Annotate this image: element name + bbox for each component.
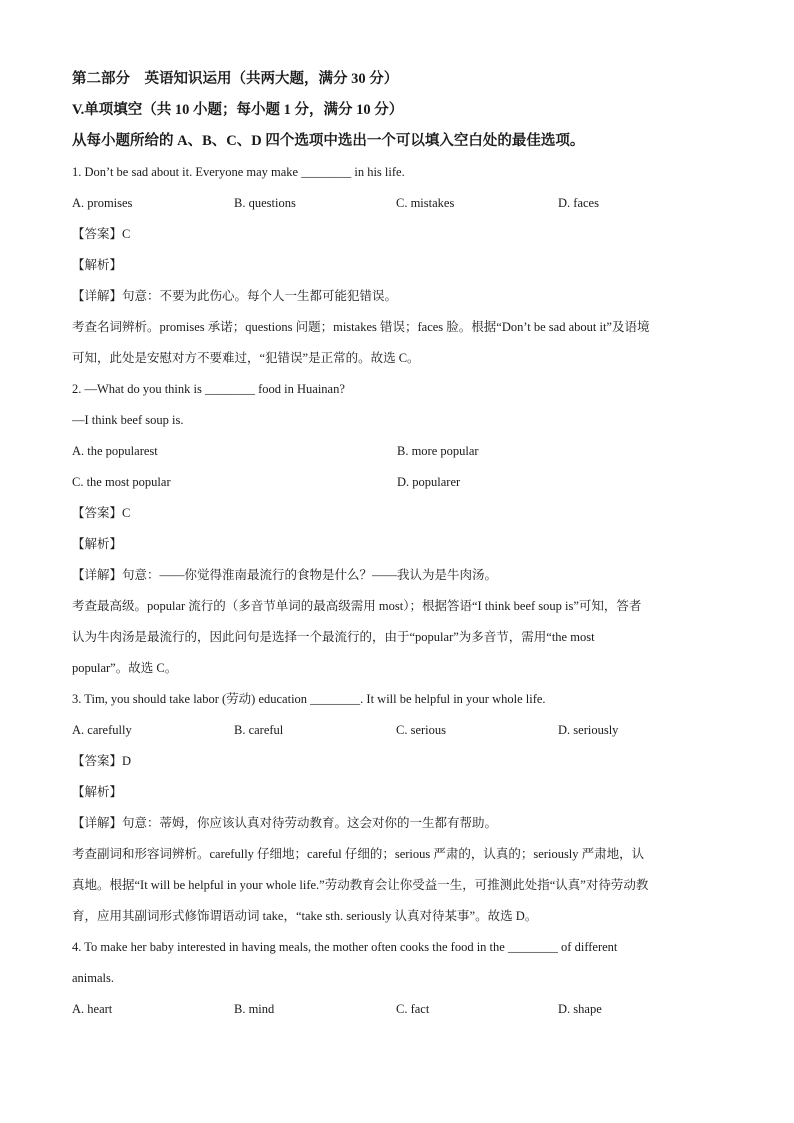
explain-line: 真地。根据“It will be helpful in your whole life.”劳动教育会让你受益一生，可推测此处指“认真”对待劳动教 <box>72 878 649 892</box>
option-d: D. shape <box>558 1002 602 1016</box>
part-title: 第二部分 英语知识运用（共两大题，满分 30 分） <box>72 71 399 87</box>
explain-line: 育，应用其副词形式修饰谓语动词 take，“take sth. seriously 认真对待某事”。故选 D。 <box>72 909 538 923</box>
option-b: B. more popular <box>397 444 479 458</box>
option-d: D. faces <box>558 196 599 210</box>
explain-line: 【详解】句意：不要为此伤心。每个人一生都可能犯错误。 <box>72 289 398 303</box>
question-stem: 1. Don’t be sad about it. Everyone may make ________ in his life. <box>72 165 405 179</box>
explain-line: 可知，此处是安慰对方不要难过，“犯错误”是正常的。故选 C。 <box>72 351 420 365</box>
analysis-label: 【解析】 <box>72 785 123 799</box>
question-3 <box>72 684 722 932</box>
option-c: C. fact <box>396 1002 430 1016</box>
option-a: A. carefully <box>72 723 132 737</box>
explain-line: popular”。故选 C。 <box>72 661 178 675</box>
analysis-label: 【解析】 <box>72 258 123 272</box>
question-4 <box>72 932 722 1025</box>
answer: 【答案】C <box>72 506 131 520</box>
question-stem: 4. To make her baby interested in having meals, the mother often cooks the food in the ________ of different <box>72 940 618 954</box>
analysis-label: 【解析】 <box>72 537 123 551</box>
answer: 【答案】D <box>72 754 132 768</box>
option-c: C. mistakes <box>396 196 455 210</box>
option-c: C. the most popular <box>72 475 171 489</box>
question-stem-reply: —I think beef soup is. <box>72 413 184 427</box>
option-a: A. the popularest <box>72 444 158 458</box>
explain-line: 考查副词和形容词辨析。carefully 仔细地；careful 仔细的；serious 严肃的，认真的；seriously 严肃地，认 <box>72 847 645 861</box>
option-d: D. seriously <box>558 723 619 737</box>
options-row <box>72 994 722 1025</box>
option-b: B. careful <box>234 723 284 737</box>
question-stem: 3. Tim, you should take labor (劳动) education ________. It will be helpful in your whole life. <box>72 692 546 706</box>
answer: 【答案】C <box>72 227 131 241</box>
explain-line: 【详解】句意：蒂姆，你应该认真对待劳动教育。这会对你的一生都有帮助。 <box>72 816 498 830</box>
options-row <box>72 715 722 746</box>
content-area <box>72 64 722 1025</box>
question-2 <box>72 374 722 684</box>
options-row <box>72 467 722 498</box>
option-b: B. mind <box>234 1002 275 1016</box>
explain-line: 考查最高级。popular 流行的（多音节单词的最高级需用 most）；根据答语“I think beef soup is”可知，答者 <box>72 599 642 613</box>
option-a: A. heart <box>72 1002 113 1016</box>
question-stem: 2. —What do you think is ________ food in Huainan? <box>72 382 345 396</box>
option-b: B. questions <box>234 196 296 210</box>
explain-line: 【详解】句意：——你觉得淮南最流行的食物是什么？——我认为是牛肉汤。 <box>72 568 498 582</box>
question-1 <box>72 157 722 374</box>
option-c: C. serious <box>396 723 446 737</box>
instruction: 从每小题所给的 A、B、C、D 四个选项中选出一个可以填入空白处的最佳选项。 <box>72 133 585 149</box>
option-a: A. promises <box>72 196 133 210</box>
explain-line: 考查名词辨析。promises 承诺；questions 问题；mistakes 错误；faces 脸。根据“Don’t be sad about it”及语境 <box>72 320 650 334</box>
options-row <box>72 188 722 219</box>
question-stem-cont: animals. <box>72 971 115 985</box>
explain-line: 认为牛肉汤是最流行的，因此问句是选择一个最流行的，由于“popular”为多音节，需用“the most <box>72 630 595 644</box>
option-d: D. popularer <box>397 475 461 489</box>
section-title: V.单项填空（共 10 小题；每小题 1 分，满分 10 分） <box>72 102 404 118</box>
options-row <box>72 436 722 467</box>
